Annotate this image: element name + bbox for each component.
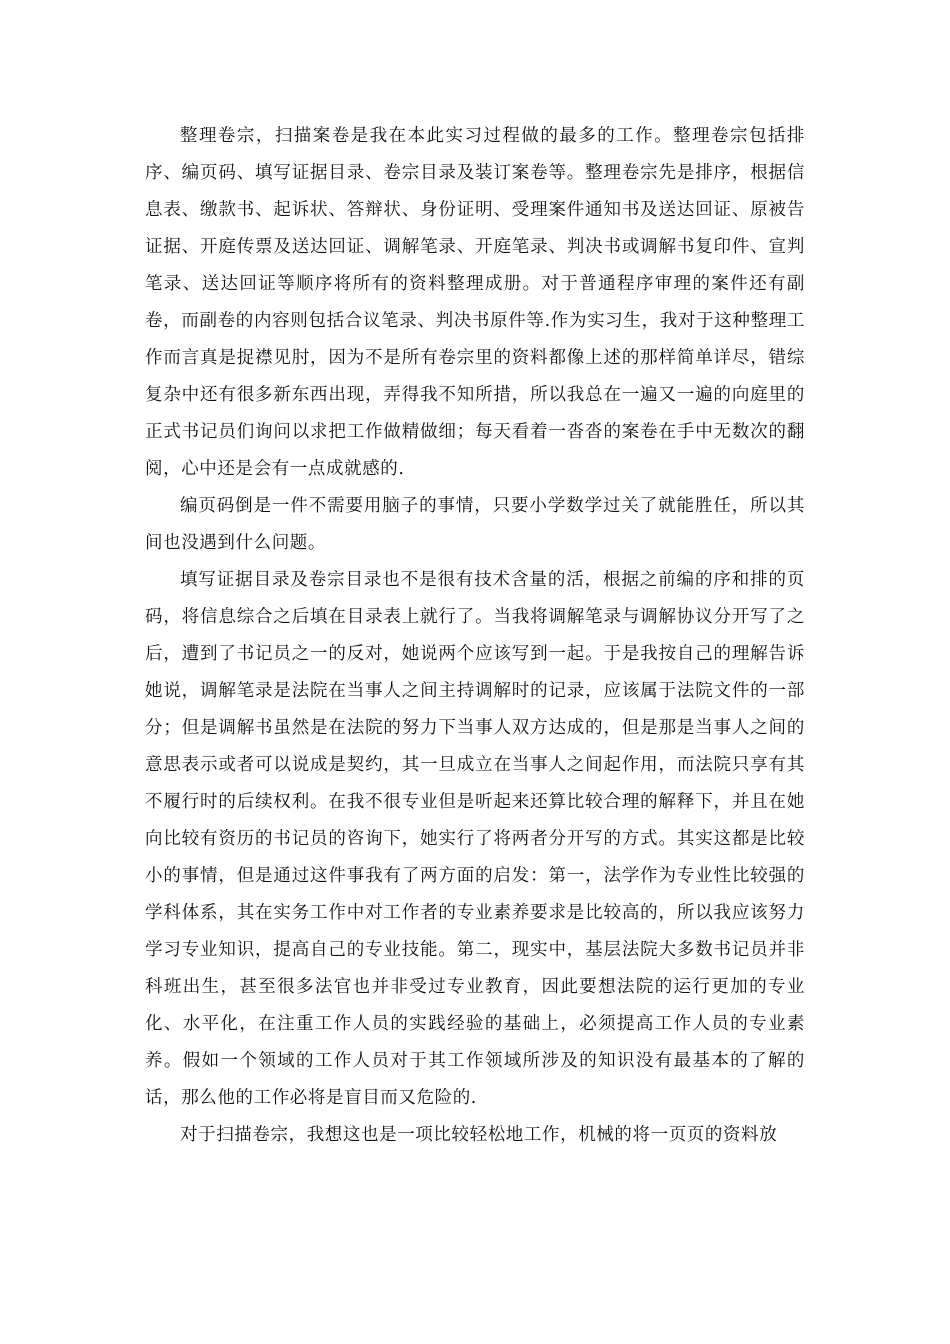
paragraph-catalog-filling: 填写证据目录及卷宗目录也不是很有技术含量的活，根据之前编的序和排的页码，将信息综合之后填在目录表上就行了。当我将调解笔录与调解协议分开写了之后，遭到了书记员之一的反对，她说两个应该写到一起。于是我按自己的理解告诉她说，调解笔录是法院在当事人之间主持调解时的记录，应该属于法院文件的一部分；但是调解书虽然是在法院的努力下当事人双方达成的，但是那是当事人之间的意思表示或者可以说成是契约，其一旦成立在当事人之间起作用，而法院只享有其不履行时的后续权利。在我不很专业但是听起来还算比较合理的解释下，并且在她向比较有资历的书记员的咨询下，她实行了将两者分开写的方式。其实这都是比较小的事情，但是通过这件事我有了两方面的启发：第一，法学作为专业性比较强的学科体系，其在实务工作中对工作者的专业素养要求是比较高的，所以我应该努力学习专业知识，提高自己的专业技能。第二，现实中，基层法院大多数书记员并非科班出生，甚至很多法官也并非受过专业教育，因此要想法院的运行更加的专业化、水平化，在注重工作人员的实践经验的基础上，必须提高工作人员的专业素养。假如一个领域的工作人员对于其工作领域所涉及的知识没有最基本的了解的话，那么他的工作必将是盲目而又危险的. <box>145 570 805 1108</box>
paragraph-sorting-files: 整理卷宗，扫描案卷是我在本此实习过程做的最多的工作。整理卷宗包括排序、编页码、填写证据目录、卷宗目录及装订案卷等。整理卷宗先是排序，根据信息表、缴款书、起诉状、答辩状、身份证明、受理案件通知书及送达回证、原被告证据、开庭传票及送达回证、调解笔录、开庭笔录、判决书或调解书复印件、宣判笔录、送达回证等顺序将所有的资料整理成册。对于普通程序审理的案件还有副卷，而副卷的内容则包括合议笔录、判决书原件等.作为实习生，我对于这种整理工作而言真是捉襟见肘，因为不是所有卷宗里的资料都像上述的那样简单详尽，错综复杂中还有很多新东西出现，弄得我不知所措，所以我总在一遍又一遍的向庭里的正式书记员们询问以求把工作做精做细；每天看着一沓沓的案卷在手中无数次的翻阅，心中还是会有一点成就感的. <box>145 126 805 479</box>
paragraph-scanning-files: 对于扫描卷宗，我想这也是一项比较轻松地工作，机械的将一页页的资料放 <box>180 1125 778 1145</box>
body-text <box>145 118 805 1154</box>
paragraph-page-numbering: 编页码倒是一件不需要用脑子的事情，只要小学数学过关了就能胜任，所以其间也没遇到什么问题。 <box>145 496 805 553</box>
